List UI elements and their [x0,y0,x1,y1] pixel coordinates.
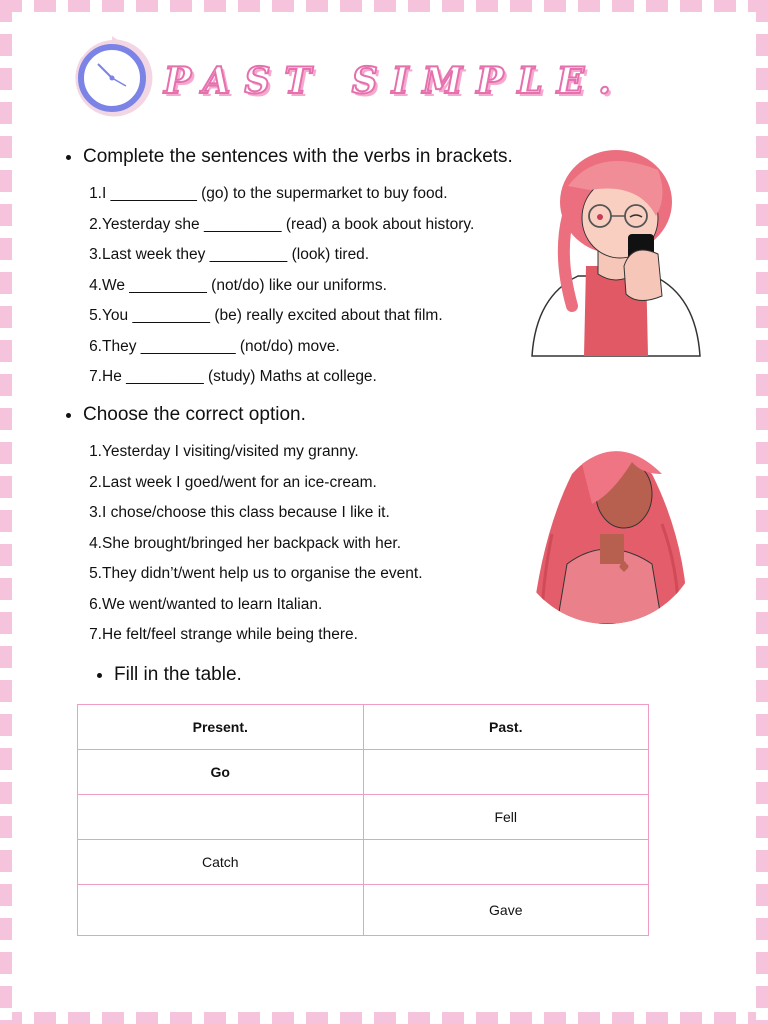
table-row [78,885,649,936]
list-item [84,626,423,657]
item-text: Last week I goed/went for an ice-cream. [102,473,377,491]
item-text: You _________ (be) really excited about that film. [102,307,443,324]
section-heading-choose [66,404,306,426]
list-item [84,277,474,308]
table-header-row [78,705,649,750]
item-number: 7. [89,626,102,643]
girl-long-hair-illustration [512,434,702,624]
item-number: 6. [89,595,102,613]
item-text: She brought/bringed her backpack with her. [102,534,401,552]
table-cell[interactable] [363,840,649,885]
table-cell[interactable]: Gave [363,885,649,936]
table-cell[interactable]: Catch [78,840,364,885]
section-heading-complete [66,146,513,168]
item-number: 3. [89,504,102,521]
list-item [84,443,423,474]
section-heading-text: Complete the sentences with the verbs in brackets. [83,146,513,167]
table-cell[interactable] [363,750,649,795]
table-row [78,840,649,885]
item-text: He felt/feel strange while being there. [102,626,358,643]
item-text: We _________ (not/do) like our uniforms. [102,276,387,294]
page-border-bottom [0,1012,768,1024]
item-text: They ___________ (not/do) move. [102,337,340,355]
list-item [84,535,423,566]
item-number: 6. [89,337,102,355]
list-item [84,216,474,247]
list-item [84,504,423,535]
table-cell[interactable] [78,885,364,936]
item-number: 3. [89,246,102,263]
section-heading-text: Choose the correct option. [83,404,306,425]
bullet-icon [66,155,71,160]
table-cell[interactable] [78,795,364,840]
list-item [84,596,423,627]
item-text: We went/wanted to learn Italian. [102,595,323,613]
item-text: I chose/choose this class because I like it. [102,504,390,521]
item-number: 7. [89,368,102,385]
list-item [84,307,474,338]
item-text: Last week they _________ (look) tired. [102,246,370,263]
clock-icon [72,34,156,118]
choose-option-list [84,443,423,657]
table-row [78,750,649,795]
page-title: PAST SIMPLE. [164,60,625,102]
item-number: 2. [89,215,102,233]
item-text: Yesterday I visiting/visited my granny. [102,443,359,460]
item-number: 1. [89,185,102,202]
page-border-left [0,0,12,1024]
section-heading-fill-table [97,664,242,686]
page-border-right [756,0,768,1024]
complete-sentences-list [84,185,474,399]
item-text: Yesterday she _________ (read) a book about history. [102,215,475,233]
item-number: 1. [89,443,102,460]
table-cell[interactable]: Go [78,750,364,795]
item-text: I __________ (go) to the supermarket to buy food. [102,185,448,202]
item-text: He _________ (study) Maths at college. [102,368,377,385]
list-item [84,338,474,369]
column-header-present: Present. [78,705,364,750]
list-item [84,368,474,399]
item-number: 5. [89,307,102,324]
list-item [84,565,423,596]
section-heading-text: Fill in the table. [114,664,242,685]
bullet-icon [97,673,102,678]
list-item [84,185,474,216]
table-row [78,795,649,840]
item-number: 4. [89,534,102,552]
item-number: 5. [89,565,102,582]
column-header-past: Past. [363,705,649,750]
item-number: 2. [89,473,102,491]
item-text: They didn’t/went help us to organise the event. [102,565,423,582]
table-cell[interactable]: Fell [363,795,649,840]
item-number: 4. [89,276,102,294]
list-item [84,474,423,505]
verb-forms-table [77,704,649,936]
girl-glasses-illustration [528,146,704,358]
bullet-icon [66,413,71,418]
list-item [84,246,474,277]
page-border-top [0,0,768,12]
